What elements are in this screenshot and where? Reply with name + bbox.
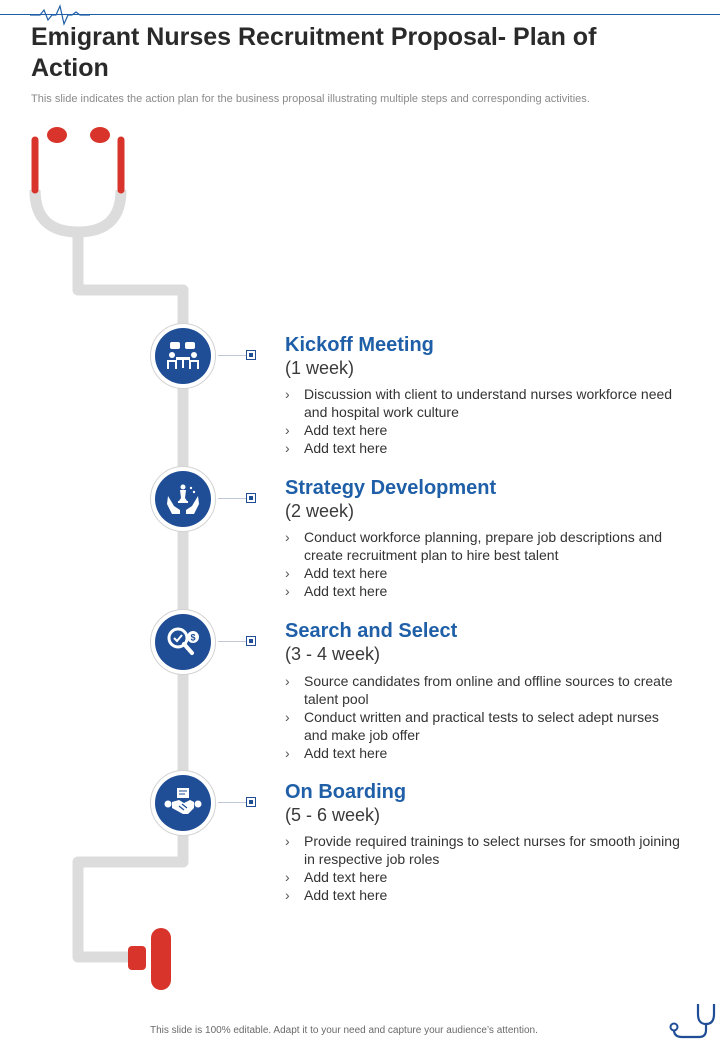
page-subtitle: This slide indicates the action plan for the business proposal illustrating multiple steps and corresponding activities. (31, 93, 590, 105)
step-duration: (2 week) (285, 501, 355, 521)
chevron-right-icon: › (285, 422, 290, 438)
step-marker (246, 493, 256, 503)
step-marker (246, 350, 256, 360)
footer-note: This slide is 100% editable. Adapt it to your need and capture your audience’s attention. (150, 1025, 538, 1036)
step-item-list (285, 672, 685, 762)
list-item: › Add text here (285, 422, 388, 438)
chevron-right-icon: › (285, 529, 290, 545)
step-connector (218, 802, 248, 803)
list-item: › Add text here (285, 565, 388, 581)
step-marker (246, 636, 256, 646)
earpiece-left (47, 127, 67, 143)
step-duration: (5 - 6 week) (285, 805, 381, 825)
list-item: › Add text here (285, 440, 388, 456)
page-title: Emigrant Nurses Recruitment Proposal- Plan of Action (31, 23, 597, 82)
strategy-chess-icon (166, 482, 200, 516)
chevron-right-icon: › (285, 709, 290, 725)
step-connector (218, 498, 248, 499)
step-icon-ring (150, 609, 216, 675)
step-title: Kickoff Meeting (285, 334, 434, 356)
svg-text:$: $ (190, 632, 196, 643)
step-icon-ring (150, 466, 216, 532)
step-duration: (3 - 4 week) (285, 644, 381, 664)
list-item: › Provide required trainings to select nurses for smooth joining in respective job roles (285, 833, 680, 867)
chevron-right-icon: › (285, 386, 290, 402)
earpiece-right (90, 127, 110, 143)
list-item: › Conduct written and practical tests to select adept nurses and make job offer (285, 709, 659, 743)
stethoscope-icon (668, 1000, 720, 1040)
search-dollar-icon (165, 625, 201, 659)
step-duration: (1 week) (285, 358, 355, 378)
handshake-icon (164, 786, 202, 820)
list-item: › Add text here (285, 583, 388, 599)
step-icon-ring (150, 770, 216, 836)
chevron-right-icon: › (285, 673, 290, 689)
step-title: Search and Select (285, 620, 458, 642)
step-icon-ring (150, 323, 216, 389)
step-connector (218, 641, 248, 642)
list-item: › Conduct workforce planning, prepare job descriptions and create recruitment plan to hire best talent (285, 529, 662, 563)
step-item-list (285, 385, 685, 457)
chevron-right-icon: › (285, 745, 290, 761)
chestpiece (151, 928, 171, 990)
list-item: › Add text here (285, 745, 388, 761)
chevron-right-icon: › (285, 833, 290, 849)
step-connector (218, 355, 248, 356)
list-item: › Discussion with client to understand nurses workforce need and hospital work culture (285, 386, 673, 420)
step-item-list (285, 528, 685, 600)
list-item: › Add text here (285, 869, 388, 885)
step-title: On Boarding (285, 781, 407, 803)
chevron-right-icon: › (285, 565, 290, 581)
list-item: › Add text here (285, 887, 388, 903)
chestpiece-stem (128, 946, 146, 970)
chevron-right-icon: › (285, 440, 290, 456)
step-item-list (285, 832, 685, 904)
chevron-right-icon: › (285, 583, 290, 599)
step-title: Strategy Development (285, 477, 497, 499)
list-item: › Source candidates from online and offline sources to create talent pool (285, 673, 673, 707)
step-marker (246, 797, 256, 807)
chevron-right-icon: › (285, 887, 290, 903)
chevron-right-icon: › (285, 869, 290, 885)
meeting-icon (166, 339, 200, 373)
